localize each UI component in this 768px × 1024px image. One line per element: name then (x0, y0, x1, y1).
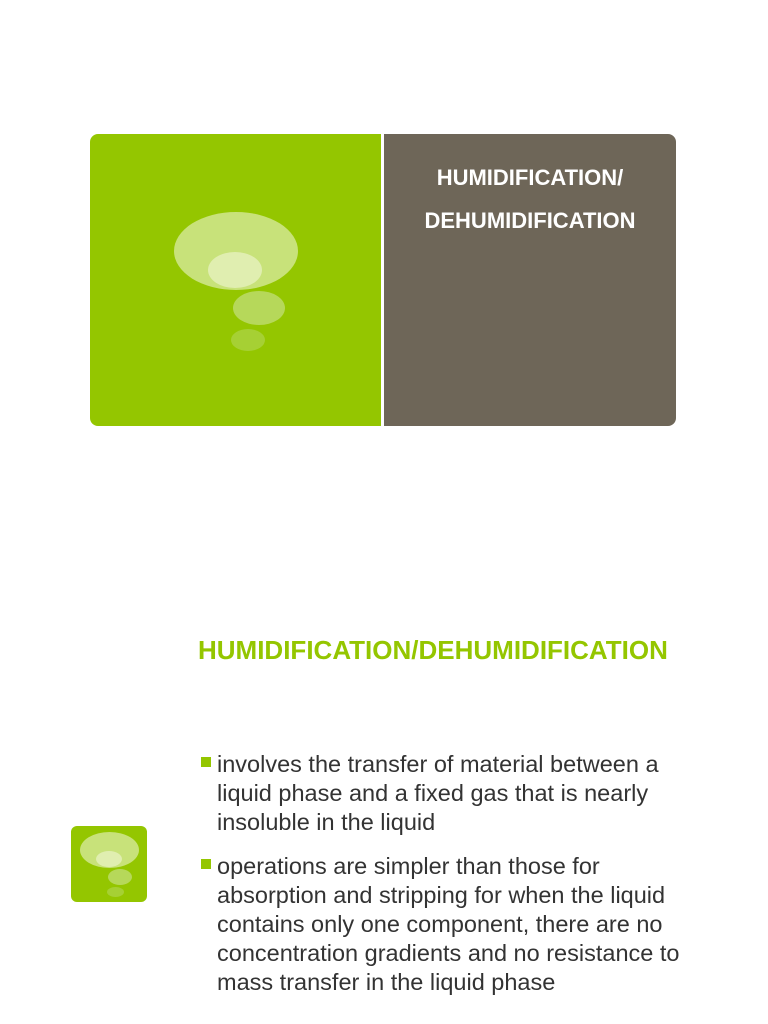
bullet-list (198, 750, 708, 1012)
bullet-text: involves the transfer of material between a liquid phase and a fixed gas that is nearly insoluble in the liquid (217, 751, 659, 835)
square-bullet-icon (201, 757, 211, 767)
slide-title-line-2: DEHUMIDIFICATION (424, 208, 636, 233)
title-slide-card (90, 134, 676, 426)
bullet-item (198, 852, 708, 997)
content-slide-title: HUMIDIFICATION/DEHUMIDIFICATION (198, 635, 668, 665)
bullet-item (198, 750, 708, 837)
square-bullet-icon (201, 859, 211, 869)
slide-title-line-1: HUMIDIFICATION/ (436, 165, 624, 190)
bullet-text: operations are simpler than those for absorption and stripping for when the liquid contains only one component, there are no concentration gradients and no resistance to mass transfer in the liquid phase (217, 853, 680, 995)
title-card-brown-panel (384, 134, 676, 426)
slide-title (384, 156, 676, 242)
small-logo-tile (71, 826, 147, 902)
title-card-green-panel (90, 134, 381, 426)
